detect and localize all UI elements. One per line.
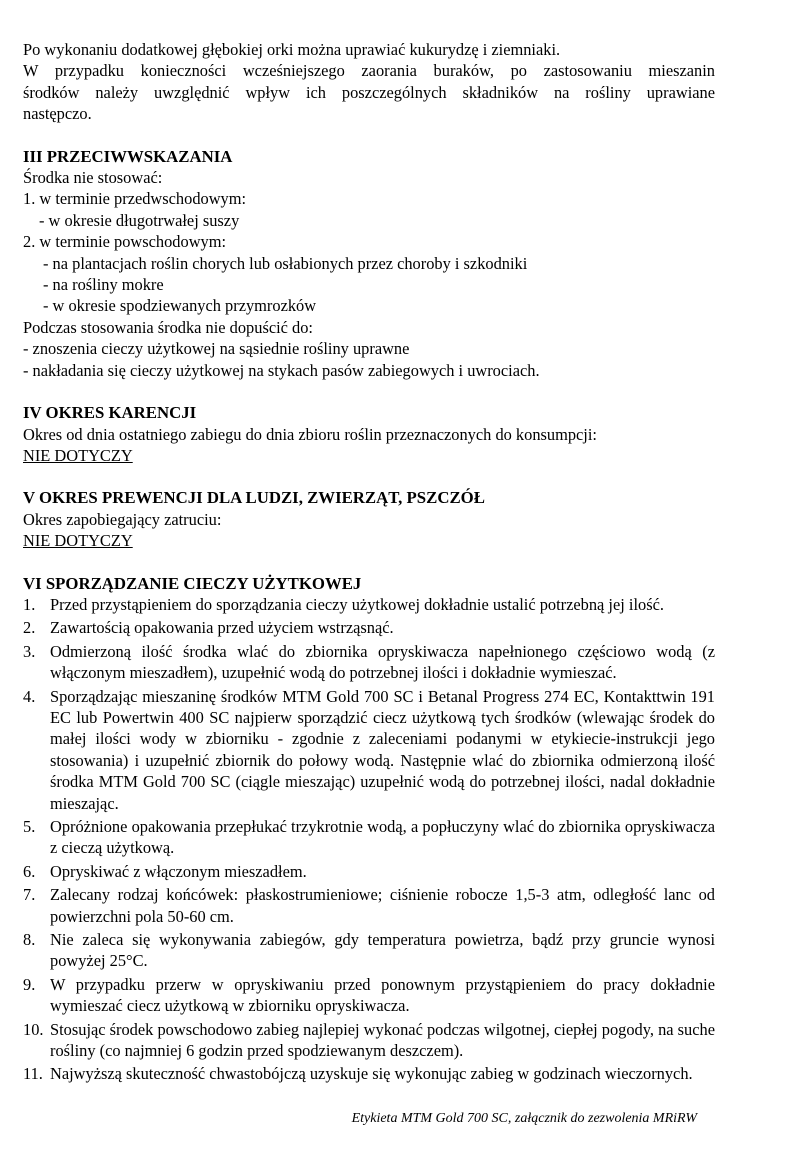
list-item [23,594,715,615]
intro-line: W przypadku konieczności wcześniejszego zaorania buraków, po zastosowaniu mieszanin [23,61,715,81]
item-number: 1. [23,594,36,614]
text-line: - nakładania się cieczy użytkowej na stykach pasów zabiegowych i uwrociach. [23,360,540,380]
item-text: Najwyższą skuteczność chwastobójczą uzyskuje się wykonując zabieg w godzinach wieczornych. [50,1064,693,1084]
list-item [23,641,715,684]
intro-paragraph [23,39,715,125]
section-heading: V OKRES PREWENCJI DLA LUDZI, ZWIERZĄT, PSZCZÓŁ [23,488,485,508]
item-number: 2. [23,618,36,638]
text-line: Środka nie stosować: [23,168,163,188]
section-prevention-period [23,487,715,551]
text-line: Okres od dnia ostatniego zabiegu do dnia zbioru roślin przeznaczonych do konsumpcji: [23,424,597,444]
item-number: 11. [23,1064,43,1084]
text-line: Podczas stosowania środka nie dopuścić do: [23,317,313,337]
section-heading: VI SPORZĄDZANIE CIECZY UŻYTKOWEJ [23,573,362,593]
list-item [23,617,715,638]
list-item [23,816,715,859]
text-line: - na plantacjach roślin chorych lub osłabionych przez choroby i szkodniki [43,253,528,273]
item-text: Stosując środek powschodowo zabieg najlepiej wykonać podczas wilgotnej, ciepłej pogody, na suche rośliny (co najmniej 6 godzin przed spodziewanym deszczem). [50,1019,715,1061]
item-number: 5. [23,817,36,836]
item-number: 9. [23,974,36,994]
page-footer: Etykieta MTM Gold 700 SC, załącznik do zezwolenia MRiRW [351,1111,697,1126]
preparation-steps-list [23,594,715,1085]
item-text: Opróżnione opakowania przepłukać trzykrotnie wodą, a popłuczyny wlać do zbiornika opryskiwacza z cieczą użytkową. [50,817,715,858]
list-item [23,686,715,814]
section-heading: III PRZECIWWSKAZANIA [23,146,233,166]
intro-line: następczo. [23,104,92,124]
item-number: 10. [23,1019,44,1039]
list-item [23,884,715,927]
item-text: Nie zaleca się wykonywania zabiegów, gdy temperatura powietrza, bądź przy gruncie wynosi powyżej 25°C. [50,930,715,971]
item-text: Zalecany rodzaj końcówek: płaskostrumieniowe; ciśnienie robocze 1,5-3 atm, odległość lanc od powierzchni pola 50-60 cm. [50,885,715,926]
text-line: 1. w terminie przedwschodowym: [23,189,247,209]
text-line: Okres zapobiegający zatruciu: [23,509,222,529]
item-number: 4. [23,686,36,706]
item-number: 3. [23,641,36,661]
list-item [23,929,715,972]
list-item [23,1019,715,1062]
item-text: Opryskiwać z włączonym mieszadłem. [50,861,307,881]
section-contraindications [23,146,715,381]
text-line: - w okresie spodziewanych przymrozków [43,296,317,316]
section-withdrawal-period [23,402,715,466]
list-item [23,1063,715,1084]
text-line: 2. w terminie powschodowym: [23,232,227,252]
section-heading: IV OKRES KARENCJI [23,403,197,423]
item-text: W przypadku przerw w opryskiwaniu przed ponownym przystąpieniem do pracy dokładnie wymieszać ciecz użytkową w zbiorniku opryskiwacza. [50,974,715,1016]
text-line: - w okresie długotrwałej suszy [39,210,240,230]
section-preparation [23,573,715,1085]
intro-line: Po wykonaniu dodatkowej głębokiej orki można uprawiać kukurydzę i ziemniaki. [23,40,561,59]
document-page [23,39,715,1087]
value-text: NIE DOTYCZY [23,531,133,551]
item-text: Odmierzoną ilość środka wlać do zbiornika opryskiwacza napełnionego częściowo wodą (z włączonym mieszadłem), uzupełnić wodą do potrzebnej ilości i dokładnie wymieszać. [50,641,715,683]
text-line: - znoszenia cieczy użytkowej na sąsiednie rośliny uprawne [23,339,410,359]
item-text: Sporządzając mieszaninę środków MTM Gold 700 SC i Betanal Progress 274 EC, Kontakttwin 191 EC lub Powertwin 400 SC najpierw sporządzić ciecz użytkową tych środków (wlewając środek do małej ilości wody w zbiorniku - zgodnie z zaleceniami podanymi w etykiecie-instrukcji jego stosowania) i uzupełnić zbiornik do połowy wodą. Następnie wlać do zbiornika odmierzoną ilość środka MTM Gold 700 SC (ciągle mieszając) uzupełnić wodą do potrzebnej ilości, nadal dokładnie mieszając. [50,686,715,813]
item-text: Przed przystąpieniem do sporządzania cieczy użytkowej dokładnie ustalić potrzebną jej ilość. [50,594,664,614]
list-item [23,974,715,1017]
item-number: 7. [23,885,36,905]
intro-line: środków należy uwzględnić wpływ ich poszczególnych składników na rośliny uprawiane [23,82,715,102]
item-text: Zawartością opakowania przed użyciem wstrząsnąć. [50,618,394,638]
item-number: 8. [23,930,36,950]
list-item [23,861,715,882]
value-text: NIE DOTYCZY [23,445,133,465]
item-number: 6. [23,861,36,881]
text-line: - na rośliny mokre [43,275,164,295]
